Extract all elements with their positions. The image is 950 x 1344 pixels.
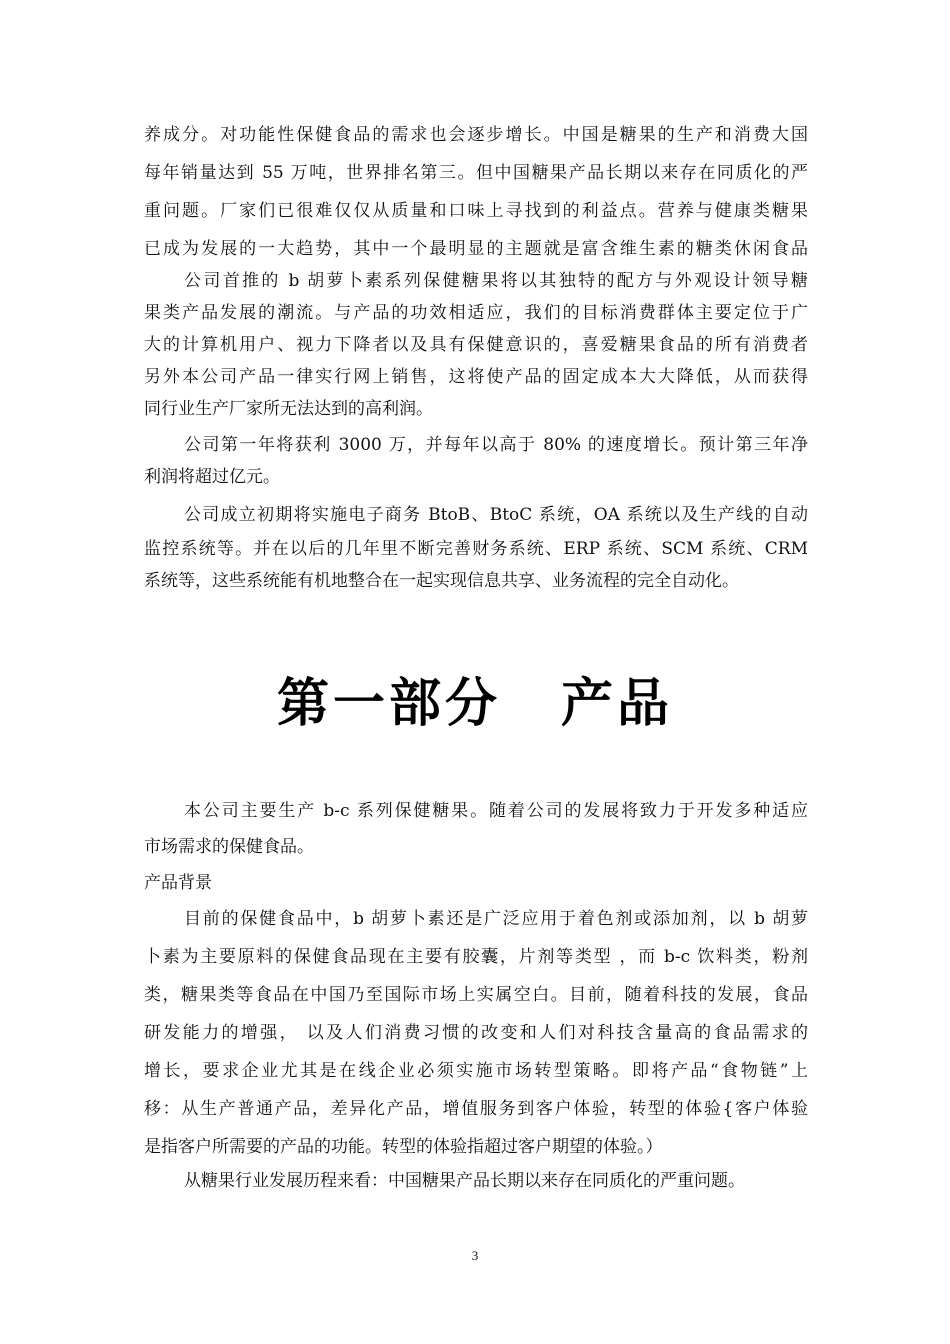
text-line: 公司第一年将获利 3000 万，并每年以高于 80% 的速度增长。预计第三年净 (184, 435, 808, 455)
text-line: 养成分。对功能性保健食品的需求也会逐步增长。中国是糖果的生产和消费大国 (144, 125, 808, 145)
text-line: 目前的保健食品中，b 胡萝卜素还是广泛应用于着色剂或添加剂，以 b 胡萝 (184, 909, 808, 929)
text-line: 从糖果行业发展历程来看：中国糖果产品长期以来存在同质化的严重问题。 (184, 1171, 745, 1191)
text-line: 市场需求的保健食品。 (144, 837, 314, 857)
section-heading-part: 第一部分 (276, 674, 501, 734)
section-heading-title: 产品 (561, 674, 674, 734)
text-line: 增长，要求企业尤其是在线企业必须实施市场转型策略。即将产品“食物链”上 (144, 1061, 808, 1081)
text-line: 系统等，这些系统能有机地整合在一起实现信息共享、业务流程的完全自动化。 (144, 571, 739, 591)
text-line: 果类产品发展的潮流。与产品的功效相适应，我们的目标消费群体主要定位于广 (144, 303, 808, 323)
text-line: 每年销量达到 55 万吨，世界排名第三。但中国糖果产品长期以来存在同质化的严 (144, 163, 808, 183)
text-line: 公司首推的 b 胡萝卜素系列保健糖果将以其独特的配方与外观设计领导糖 (184, 271, 808, 291)
subheading: 产品背景 (144, 873, 212, 893)
text-line: 同行业生产厂家所无法达到的高利润。 (144, 399, 433, 419)
section-heading (0, 672, 950, 736)
text-line: 另外本公司产品一律实行网上销售，这将使产品的固定成本大大降低，从而获得 (144, 367, 808, 387)
text-line: 已成为发展的一大趋势，其中一个最明显的主题就是富含维生素的糖类休闲食品 (144, 239, 808, 259)
text-line: 重问题。厂家们已很难仅仅从质量和口味上寻找到的利益点。营养与健康类糖果 (144, 201, 808, 221)
page-number: 3 (471, 1248, 479, 1263)
text-line: 研发能力的增强， 以及人们消费习惯的改变和人们对科技含量高的食品需求的 (144, 1023, 808, 1043)
text-line: 移：从生产普通产品，差异化产品，增值服务到客户体验，转型的体验{客户体验 (144, 1099, 808, 1119)
text-line: 是指客户所需要的产品的功能。转型的体验指超过客户期望的体验。） (144, 1137, 663, 1157)
text-line: 公司成立初期将实施电子商务 BtoB、BtoC 系统，OA 系统以及生产线的自动 (184, 505, 808, 525)
text-line: 监控系统等。并在以后的几年里不断完善财务系统、ERP 系统、SCM 系统、CRM (144, 539, 808, 559)
text-line: 利润将超过亿元。 (144, 467, 280, 487)
text-line: 大的计算机用户、视力下降者以及具有保健意识的，喜爱糖果食品的所有消费者 (144, 335, 808, 355)
text-line: 类，糖果类等食品在中国乃至国际市场上实属空白。目前，随着科技的发展，食品 (144, 985, 808, 1005)
text-line: 卜素为主要原料的保健食品现在主要有胶囊，片剂等类型 ，而 b-c 饮料类，粉剂 (144, 947, 808, 967)
text-line: 本公司主要生产 b-c 系列保健糖果。随着公司的发展将致力于开发多种适应 (184, 801, 808, 821)
